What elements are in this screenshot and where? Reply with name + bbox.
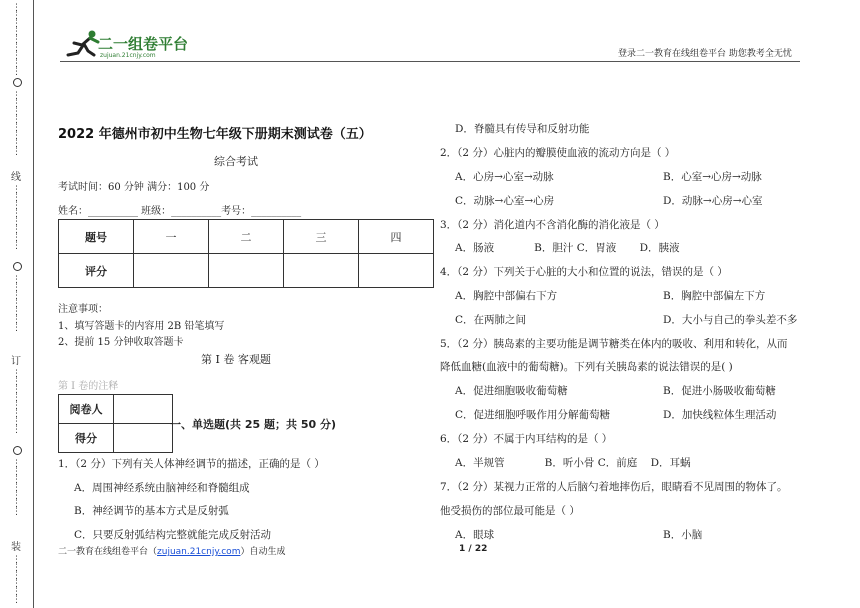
question-4-option-a: A．胸腔中部偏右下方 (455, 290, 558, 302)
score-table-row1-label: 题号 (59, 220, 134, 254)
question-2-option-d: D．动脉→心房→心室 (663, 195, 763, 207)
binding-hole-circle (13, 446, 22, 455)
score-table-row2-label: 评分 (59, 254, 134, 288)
part-title: 一、单选题(共 25 题；共 50 分) (170, 418, 336, 431)
question-1-option-b: B．神经调节的基本方式是反射弧 (74, 505, 229, 517)
score-cell[interactable] (114, 424, 173, 453)
footer-link[interactable]: zujuan.21cnjy.com (157, 547, 241, 557)
exam-title: 2022 年德州市初中生物七年级下册期末测试卷（五） (58, 127, 372, 142)
question-5-option-a: A．促进细胞吸收葡萄糖 (455, 385, 568, 397)
question-2-option-c: C．动脉→心室→心房 (455, 195, 555, 207)
score-table-col: 四 (359, 220, 434, 254)
question-5-option-b: B．促进小肠吸收葡萄糖 (663, 385, 776, 397)
exam-time-info: 考试时间：60 分钟 满分：100 分 (58, 182, 210, 193)
question-1-option-a: A．周围神经系统由脑神经和脊髓组成 (74, 482, 250, 494)
student-info-fields: 姓名：__________ 班级：__________考号：__________ (58, 206, 302, 217)
binding-hole-circle (13, 78, 22, 87)
question-5-line2: 降低血糖(血液中的葡萄糖)。下列有关胰岛素的说法错误的是( ) (440, 361, 733, 373)
dotted-line: ⋮ ⋮ ⋮ ⋮ ⋮ ⋮ ⋮ ⋮ ⋮ (12, 3, 21, 77)
question-2-option-a: A．心房→心室→动脉 (455, 171, 554, 183)
question-2: 2．（2 分）心脏内的瓣膜使血液的流动方向是（ ） (440, 147, 676, 159)
question-4-option-d: D．大小与自己的拳头差不多 (663, 314, 798, 326)
question-2-option-b: B．心室→心房→动脉 (663, 171, 762, 183)
binding-char-bind: 订 (11, 356, 21, 367)
binding-char-line: 线 (11, 172, 21, 183)
grader-label: 阅卷人 (59, 395, 114, 424)
binding-char-staple: 装 (11, 542, 21, 553)
question-1-option-c: C．只要反射弧结构完整就能完成反射活动 (74, 529, 272, 541)
grader-cell[interactable] (114, 395, 173, 424)
footer-suffix: ）自动生成 (240, 547, 286, 557)
notes-item: 2、提前 15 分钟收取答题卡 (58, 337, 184, 348)
question-7-line2: 他受损伤的部位最可能是（ ） (440, 505, 580, 517)
question-4-option-b: B．胸腔中部偏左下方 (663, 290, 766, 302)
logo-url: zujuan.21cnjy.com (100, 52, 156, 59)
exam-subtitle: 综合考试 (214, 155, 258, 168)
score-cell[interactable] (359, 254, 434, 288)
dotted-line: ⋮ ⋮ ⋮ ⋮ ⋮ ⋮ ⋮ ⋮ (12, 185, 21, 251)
question-5-option-c: C．促进细胞呼吸作用分解葡萄糖 (455, 409, 611, 421)
dotted-line: ⋮ ⋮ ⋮ ⋮ ⋮ ⋮ ⋮ (12, 459, 21, 517)
question-3-options: A．肠液 B．胆汁 C．胃液 D．胰液 (455, 242, 680, 254)
volume-title: 第 Ⅰ 卷 客观题 (201, 353, 271, 366)
logo-name: 二一组卷平台 (98, 35, 189, 53)
score-table-col: 三 (284, 220, 359, 254)
score-table-col: 二 (209, 220, 284, 254)
question-5-line1: 5．（2 分）胰岛素的主要功能是调节糖类在体内的吸收、利用和转化，从而 (440, 338, 788, 350)
footer-prefix: 二一教育在线组卷平台（ (58, 547, 158, 557)
score-cell[interactable] (284, 254, 359, 288)
question-3: 3．（2 分）消化道内不含消化酶的消化液是（ ） (440, 219, 665, 231)
question-4-option-c: C．在两肺之间 (455, 314, 527, 326)
dotted-line: ⋮ ⋮ ⋮ ⋮ ⋮ ⋮ ⋮ ⋮ (12, 369, 21, 435)
footer-generator (58, 544, 285, 557)
question-6-options: A．半规管 B．听小骨 C．前庭 D．耳蜗 (455, 457, 691, 469)
score-cell[interactable] (209, 254, 284, 288)
dotted-line: ⋮ ⋮ ⋮ ⋮ ⋮ ⋮ ⋮ ⋮ (12, 91, 21, 157)
notes-item: 1、填写答题卡的内容用 2B 铅笔填写 (58, 321, 225, 332)
score-table (58, 219, 434, 288)
notes-heading: 注意事项： (58, 304, 108, 315)
dotted-line: ⋮ ⋮ ⋮ ⋮ ⋮ ⋮ (12, 555, 21, 605)
question-1: 1．（2 分）下列有关人体神经调节的描述，正确的是（ ） (58, 458, 325, 470)
page-number: 1 / 22 (459, 544, 488, 554)
header-slogan: 登录二一教育在线组卷平台 助您教考全无忧 (618, 49, 792, 59)
binding-margin (0, 0, 34, 608)
question-7-option-b: B．小脑 (663, 529, 703, 541)
score-table-col: 一 (134, 220, 209, 254)
volume-note: 第 Ⅰ 卷的注释 (58, 381, 119, 392)
score-cell[interactable] (134, 254, 209, 288)
question-5-option-d: D．加快线粒体生理活动 (663, 409, 777, 421)
question-7-line1: 7．（2 分）某视力正常的人后脑勺着地摔伤后，眼睛看不见周围的物体了。 (440, 481, 788, 493)
question-4: 4．（2 分）下列关于心脏的大小和位置的说法，错误的是（ ） (440, 266, 728, 278)
question-1-option-d: D．脊髓具有传导和反射功能 (455, 123, 590, 135)
binding-hole-circle (13, 262, 22, 271)
grader-box (58, 394, 173, 453)
header-divider (60, 61, 800, 62)
question-6: 6．（2 分）不属于内耳结构的是（ ） (440, 433, 613, 445)
question-7-option-a: A．眼球 (455, 529, 495, 541)
score-label: 得分 (59, 424, 114, 453)
dotted-line: ⋮ ⋮ ⋮ ⋮ ⋮ ⋮ ⋮ (12, 275, 21, 333)
